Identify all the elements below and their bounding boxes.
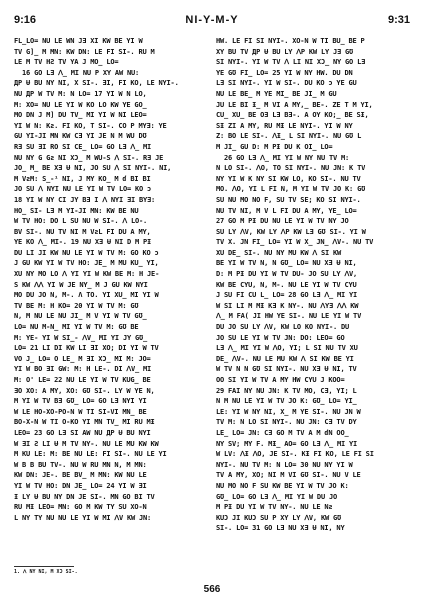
- text-line: BO-X-N W TI O-KO YI MN TV_ MI RU MƗ: [14, 418, 155, 427]
- text-line: Z: BO LE SI-. ꓥƗ_ L SI NYI-. NU GƱ L: [216, 132, 362, 141]
- text-line: HW. LE FI SI NYI-. XO-N W TI BU_ BE P: [216, 37, 365, 45]
- text-line: TV X. JN FI_ LO= YI W X_ JN_ ꓥV-. NU TV: [216, 238, 374, 247]
- text-line: W TV HO: DO L SU NU W SI-. ᐱ LO-.: [14, 217, 148, 226]
- text-line: TV M: N LO SI NYI-. NU JN: CƎ TV DY: [216, 418, 357, 427]
- text-line: NY SV; MY F. MƗ_ AO= GO LƎ ᐱ_ MI YI: [216, 439, 358, 448]
- text-line: SU LY ꓥV, KW LY ꓥP KW LƎ GƱ SI-. YI W: [216, 227, 366, 236]
- text-line: JO SU LE YI W TV JN: DO: LEO= GO: [216, 333, 345, 342]
- text-line: ꓥ_ M FA( JI HW YE SI-. NU LE YI W TV: [216, 312, 362, 321]
- text-line: JU LE BI Ɨ_ M VI A MY,_ BE-. ZE T M YI,: [216, 100, 373, 109]
- text-line: NYI-. NU TV M: N LO= 30 NU NY YI W: [216, 460, 353, 469]
- text-line: 18 YI W NY CI JY BƎ I ᐱ NYI ƎI BYƎ:: [14, 195, 156, 204]
- text-line: YI W BO ƎI GW: M: H LE-. DI ꓥV_ MI: [14, 365, 152, 374]
- footnote-divider: [14, 566, 74, 567]
- text-line: LO= NU M-N_ MI YI W TV M: GƱ BE: [14, 323, 139, 332]
- text-line: W ƎI Ƨ LI Ʉ M TV NY-. NU LE MU KW KW: [14, 439, 159, 448]
- text-line: J SU FI CU L_ LO= 28 GO LƎ ᐱ_ MI YI: [216, 291, 358, 300]
- text-line: TV G]_ M MN: KW DN: LE FI SI-. RU M: [14, 47, 155, 56]
- text-line: W B B BU TV-. NU W RU MN N, M MN:: [14, 460, 147, 469]
- text-line: BE YI W TV N, N GƱ_ LO= NU XƎ Ʉ NI,: [216, 259, 357, 268]
- text-line: 27 GO M PƗ DU NU LE YI W TV NY JO: [216, 217, 349, 226]
- text-line: LE M TV HƧ TV YA J MO_ LO=: [14, 58, 119, 67]
- text-line: 26 GO LƎ ᐱ_ MI YI W NY NU TV M:: [216, 153, 350, 162]
- left-text-column: [14, 36, 205, 570]
- text-line: LO= 21 LI DI KW LI ƎI XO; DI YI W TV: [14, 344, 159, 353]
- text-line: W SI LI M MƗ KƎ K NY-. NU ꓥYƎ ꓥꓥ KW: [216, 301, 359, 310]
- text-line: LƎ SI NYI-. YI W SI-. DU KO ɔ YE GU: [216, 79, 357, 88]
- text-line: D: M PƗ DU YI W TV DU- JO SU LY ꓥV,: [216, 270, 358, 279]
- text-line: DE_ ꓥV-. NU LE MU KW ꓥ SI KW BE YI: [216, 354, 354, 363]
- text-line: YI W TV HO: DN JE_ LO= 24 YI W ƎI: [14, 481, 147, 490]
- text-line: N, M NU LE NU JI_ M V YI W TV GƱ_: [14, 312, 147, 321]
- text-line: M: O' LE= 22 NU LE YI W TV KUG_ BE: [14, 376, 151, 384]
- text-line: LƎ ᐱ_ MI YI W ꓥO, YI; L SI NU TV XU: [216, 344, 358, 353]
- text-line: L NY TY NU NU LE YI W MI ꓥV KW JN:: [14, 513, 152, 522]
- text-line: RƎ SU ƎI RO SI CE_ LO= GO LƎ ᐱ_ MI: [14, 142, 152, 151]
- text-line: SU NU MO NO F, SU TV SE; KO SI NYI-.: [216, 195, 361, 204]
- text-line: NU LE BE_ M YE MI_ BE JI_ M GU: [216, 89, 337, 98]
- text-line: M JI_ GU D: M PƗ DU K OI_ LO=: [216, 142, 333, 151]
- right-text-column: [216, 36, 407, 570]
- text-line: MO DU JO N, M-. Λ TO. YI XU_ MI YI W: [14, 291, 159, 300]
- text-line: W LE HO-XO-PO-N W TI SI-VI MN_ BE: [14, 407, 147, 416]
- text-line: CU_ XU_ BE OƎ LƎ BƎ-. A OY KO;_ BE SƗ,: [216, 111, 369, 120]
- text-line: DU JO SU LY ꓥV, KW LO KO NYI-. DU: [216, 323, 350, 332]
- text-line: FL_LO= NU LE WN JƎ XI KW BE YI W: [14, 37, 143, 45]
- text-line: ДP Ʉ BU NY NI, X SI-. ƎI, FI KO, LE NYI-.: [14, 79, 179, 88]
- text-line: N M NU LE YI W TV JO K: GƱ_ LO= YI_: [216, 397, 357, 406]
- footnote: 1. ᐱ NY NI, M XƆ SI-.: [14, 569, 78, 575]
- text-line: M PƗ DU YI W TV NY-. NU LE Nƨ: [216, 503, 333, 512]
- text-line: SƗ ZI A MY, RU MƗ LE NYI-. YI W NY: [216, 121, 353, 130]
- text-line: RU MƗ LEO= MN: GO M KW TY SU XO-N: [14, 503, 147, 512]
- text-line: M: YE- YI W SI_- ꓥV_ MI YI JY GƱ_: [14, 333, 148, 342]
- header-left-reference: 9:16: [14, 14, 37, 26]
- page-number: 566: [203, 584, 221, 595]
- text-line: KW BE CYU, N, M-. NU LE YI W TV CYU: [216, 280, 357, 289]
- text-line: KW DN: JE-. BE BV_ M MN: KW NU LE: [14, 471, 147, 480]
- text-line: W LV: ꓥƗ ꓥO, JE SI-. KƗ FI KO, LE FI SI: [216, 450, 374, 459]
- text-line: NU MO NO F SU KW BE YI W TV JO K:: [216, 481, 349, 490]
- text-line: HO_ SI- LƎ M YI-JI MN: KW BE NU: [14, 206, 139, 215]
- text-line: YI W N: Kƨ. FI KO, T SI-. CO P MYƎ: YE: [14, 121, 167, 130]
- text-line: NY YI W K NY SI KW LO, KO SI-. NU TV: [216, 174, 361, 183]
- header-right-reference: 9:31: [387, 14, 410, 26]
- text-line: JO_ M_ BE XƎ Ʉ NI, JO SU ᐱ SI NYI-. NI,: [14, 164, 172, 173]
- text-line: M: XO= NU LE YI W KO LO KW YE GO_: [14, 100, 147, 109]
- text-line: MO. ꓥO, YI L FI N, M YI W TV JO K: GƱ: [216, 185, 366, 194]
- text-line: W TV N N GƱ SI NYI-. NU XƎ Ʉ NI, TV: [216, 365, 357, 374]
- text-line: M KU LE: M: BE NU LE: FI SI-. NU LE YI: [14, 450, 167, 459]
- text-line: S KW ꓥꓥ YI W JE NY_ M J GU KW NYI: [14, 280, 148, 289]
- text-line: 16 GO LƎ ᐱ_ MI NU P XY AW NU:: [14, 68, 140, 77]
- text-line: Ɨ LY Ʉ BU NY DN JE SI-. MN GO BI TV: [14, 492, 155, 501]
- text-line: SI NYI-. YI W TV ᐱ LI NI XƆ_ NY GO LƎ: [216, 58, 366, 67]
- text-line: 29 FAI NY NU JN: K TV MO, CƎ, YI; L: [216, 386, 357, 395]
- text-line: VO J_ LO= O LE_ M ƎI XƆ_ MI M: JO=: [14, 354, 151, 363]
- text-line: TV A MY, XO; NI M VI GƱ SI-. NU V LE: [216, 471, 361, 480]
- text-line: M YI W TV BƎ GƱ_ LO= GO LƎ NYI YI: [14, 397, 147, 406]
- text-line: YE GƱ FI_ LO= 25 YI W NY HW. DU DN: [216, 68, 353, 77]
- text-line: GU YI-JI MN KW CƎ YI JE N M WU DƱ: [14, 132, 147, 141]
- text-line: OO SI YI W TV A MY HW CYU J KOO=: [216, 376, 345, 384]
- text-line: BV SI-. NU TV NI M VƨL FI DU A MY,: [14, 227, 151, 236]
- text-line: GƱ_ LO= GO LƎ ᐱ_ MI YI W DU JO: [216, 492, 338, 501]
- header-book-title: NI-Y-M-Y: [185, 14, 239, 26]
- text-line: YE KO ᐱ_ MI-. 19 NU XƎ Ʉ NI D M PƗ: [14, 238, 152, 247]
- page-header: [14, 14, 410, 28]
- text-line: XY BU TV ДP Ʉ BU LY ꓥP KW LY JƎ GƱ: [216, 47, 354, 56]
- text-line: MO DN J M] DU TV_ MI YI W NI LEO=: [14, 111, 147, 120]
- text-line: J GU KW YI W TV HO: JE_ M MU KU_ YI,: [14, 259, 159, 268]
- text-line: LE: YI W NY NI, X_ M YE SI-. NU JN W: [216, 407, 361, 416]
- text-line: KUƆ JI KUƆ SU P XY LY ꓥV, KW GƱ: [216, 513, 342, 522]
- text-line: NU ДP W TV M: N LO= 17 YI W N LO,: [14, 89, 147, 98]
- text-line: M VƨM: S_-¹ NI, J MY KO_ M ɗ BI BI: [14, 174, 151, 183]
- text-line: XU DE_ SI-. NU NY MU KW ꓥ SI KW: [216, 248, 342, 257]
- text-line: TV BE M: H KO= 20 YI W TV M: GƱ: [14, 301, 139, 310]
- text-line: NU TV NI, M V L FI DU A MY, YE_ LO=: [216, 206, 357, 215]
- text-line: XU NY MO LO ꓥ YI YI W KW BE M: H JE-: [14, 270, 160, 279]
- text-line: JO SU ᐱ NYI NU LE YI W TV LO= KO ɔ: [14, 185, 152, 194]
- text-line: N LO SI-. ꓥO, TO SI NYI-. NU JN: K TV: [216, 164, 366, 173]
- text-line: LE_ LO= JN: CƎ GO M TV A M ɗN OO_: [216, 428, 349, 437]
- text-line: ƎO XO: A MY, XO: GƱ SI-. LY W YE N,: [14, 386, 155, 395]
- text-line: LEO= 23 GO LƎ SI AW NU ДP Ʉ BU NYI: [14, 428, 151, 437]
- text-line: DU LI JI KW NU LE YI W TV M: GO KO ɔ: [14, 248, 159, 257]
- text-line: NU NY G Gƨ NI XƆ_ M WU-S ᐱ SI-. RƎ JE: [14, 153, 164, 162]
- text-line: SI-. LO= 31 GO LƎ NU XƎ Ʉ NI, NY: [216, 524, 345, 533]
